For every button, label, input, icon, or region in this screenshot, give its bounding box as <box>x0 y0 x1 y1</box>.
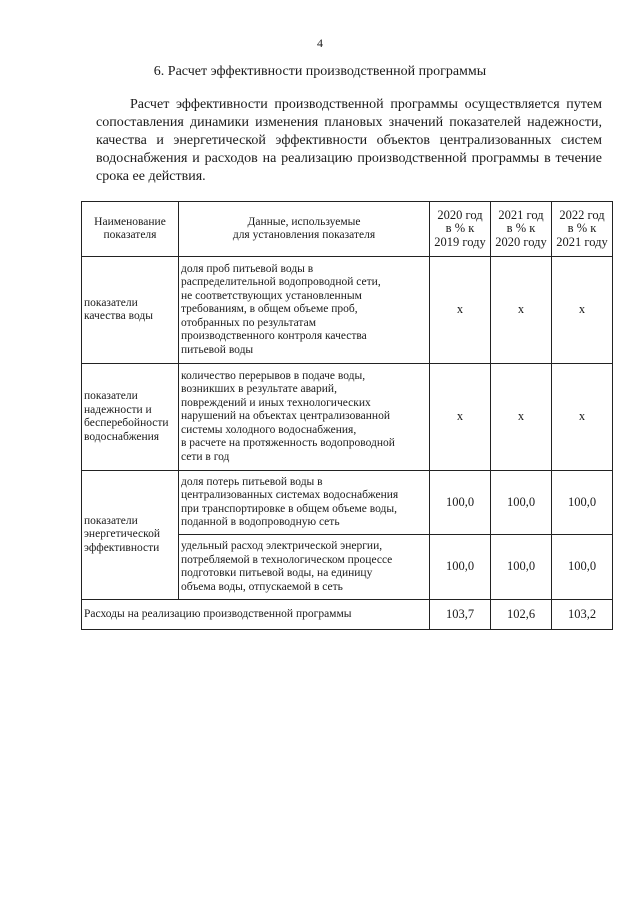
desc-line: при транспортировке в общем объеме воды, <box>181 502 397 515</box>
indicator-description <box>179 471 430 535</box>
value-cell-2021: х <box>491 257 552 364</box>
table-row <box>82 257 613 364</box>
header-line: 2019 году <box>434 234 486 249</box>
group-label-reliability <box>82 364 179 471</box>
desc-line: требованиям, в общем объеме проб, <box>181 303 358 316</box>
page-number: 4 <box>317 36 323 50</box>
desc-line: количество перерывов в подаче воды, <box>181 369 366 382</box>
desc-line: системы холодного водоснабжения, <box>181 423 357 436</box>
value-cell-2020: 100,0 <box>430 535 491 600</box>
value-cell-2022: 100,0 <box>552 535 613 600</box>
desc-line: подготовки питьевой воды, на единицу <box>181 567 373 579</box>
label-line: энергетической <box>84 528 160 541</box>
indicators-table <box>81 201 613 630</box>
group-label-energy <box>82 471 179 600</box>
header-source-data <box>179 202 430 257</box>
indicator-description <box>179 364 430 471</box>
footer-value-2022: 103,2 <box>552 600 613 630</box>
desc-line: возникших в результате аварий, <box>181 383 337 396</box>
desc-line: питьевой воды <box>181 343 254 356</box>
header-line: Наименование <box>94 215 166 228</box>
desc-line: не соответствующих установленным <box>181 289 362 302</box>
desc-line: распределительной водопроводной сети, <box>181 276 381 289</box>
desc-line: централизованных системах водоснабжения <box>181 489 399 501</box>
table-footer-row <box>82 600 613 630</box>
desc-line: доля проб питьевой воды в <box>181 262 314 275</box>
header-line: в % к <box>567 221 597 236</box>
footer-value-2020: 103,7 <box>430 600 491 630</box>
header-line: Данные, используемые <box>247 215 361 228</box>
label-line: показатели <box>84 296 138 309</box>
label-line: надежности и <box>84 403 152 416</box>
header-line: 2020 год <box>437 207 483 222</box>
desc-line: поданной в водопроводную сеть <box>181 516 340 528</box>
value-cell-2020: 100,0 <box>430 471 491 535</box>
value-cell-2022: х <box>552 364 613 471</box>
intro-paragraph: Расчет эффективности производственной программы осуществляется путем сопоставления динамики изменения плановых значений показателей надежности, качества и энергетической эффективности объектов централизованных систем водоснабжения и расходов на реализацию производственной программы в течение срока ее действия. <box>96 97 602 184</box>
value-cell-2021: х <box>491 364 552 471</box>
indicator-description <box>179 535 430 600</box>
header-year-2021 <box>491 202 552 257</box>
section-title: 6. Расчет эффективности производственной программы <box>153 64 487 79</box>
header-line: показателя <box>103 229 157 241</box>
table-row <box>82 471 613 535</box>
header-indicator-name <box>82 202 179 257</box>
desc-line: повреждений и иных технологических <box>181 396 371 409</box>
desc-line: доля потерь питьевой воды в <box>181 475 323 488</box>
label-line: водоснабжения <box>84 430 160 443</box>
table-row <box>82 364 613 471</box>
label-line: бесперебойности <box>84 417 169 429</box>
desc-line: в расчете на протяженность водопроводной <box>181 437 395 450</box>
label-line: показатели <box>84 390 138 402</box>
header-year-2022 <box>552 202 613 257</box>
label-line: качества воды <box>84 310 153 322</box>
value-cell-2020: х <box>430 257 491 364</box>
header-line: 2020 году <box>495 234 547 249</box>
label-line: показатели <box>84 514 138 527</box>
desc-line: удельный расход электрической энергии, <box>181 540 383 552</box>
header-line: в % к <box>506 221 536 236</box>
desc-line: отобранных по результатам <box>181 316 316 329</box>
footer-value-2021: 102,6 <box>491 600 552 630</box>
value-cell-2022: х <box>552 257 613 364</box>
value-cell-2021: 100,0 <box>491 471 552 535</box>
desc-line: сети в год <box>181 450 230 463</box>
value-cell-2021: 100,0 <box>491 535 552 600</box>
header-line: 2021 году <box>556 234 608 249</box>
header-year-2020 <box>430 202 491 257</box>
indicator-description <box>179 257 430 364</box>
header-line: 2021 год <box>498 207 544 222</box>
group-label-quality <box>82 257 179 364</box>
header-line: в % к <box>445 221 475 236</box>
desc-line: производственного контроля качества <box>181 330 367 343</box>
header-line: для установления показателя <box>232 229 376 241</box>
footer-label: Расходы на реализацию производственной программы <box>82 600 430 630</box>
desc-line: нарушений на объектах централизованной <box>181 410 390 423</box>
desc-line: объема воды, отпускаемой в сеть <box>181 580 343 593</box>
value-cell-2022: 100,0 <box>552 471 613 535</box>
table-header-row <box>82 202 613 257</box>
label-line: эффективности <box>84 541 160 554</box>
desc-line: потребляемой в технологическом процессе <box>181 553 393 566</box>
header-line: 2022 год <box>559 207 605 222</box>
value-cell-2020: х <box>430 364 491 471</box>
